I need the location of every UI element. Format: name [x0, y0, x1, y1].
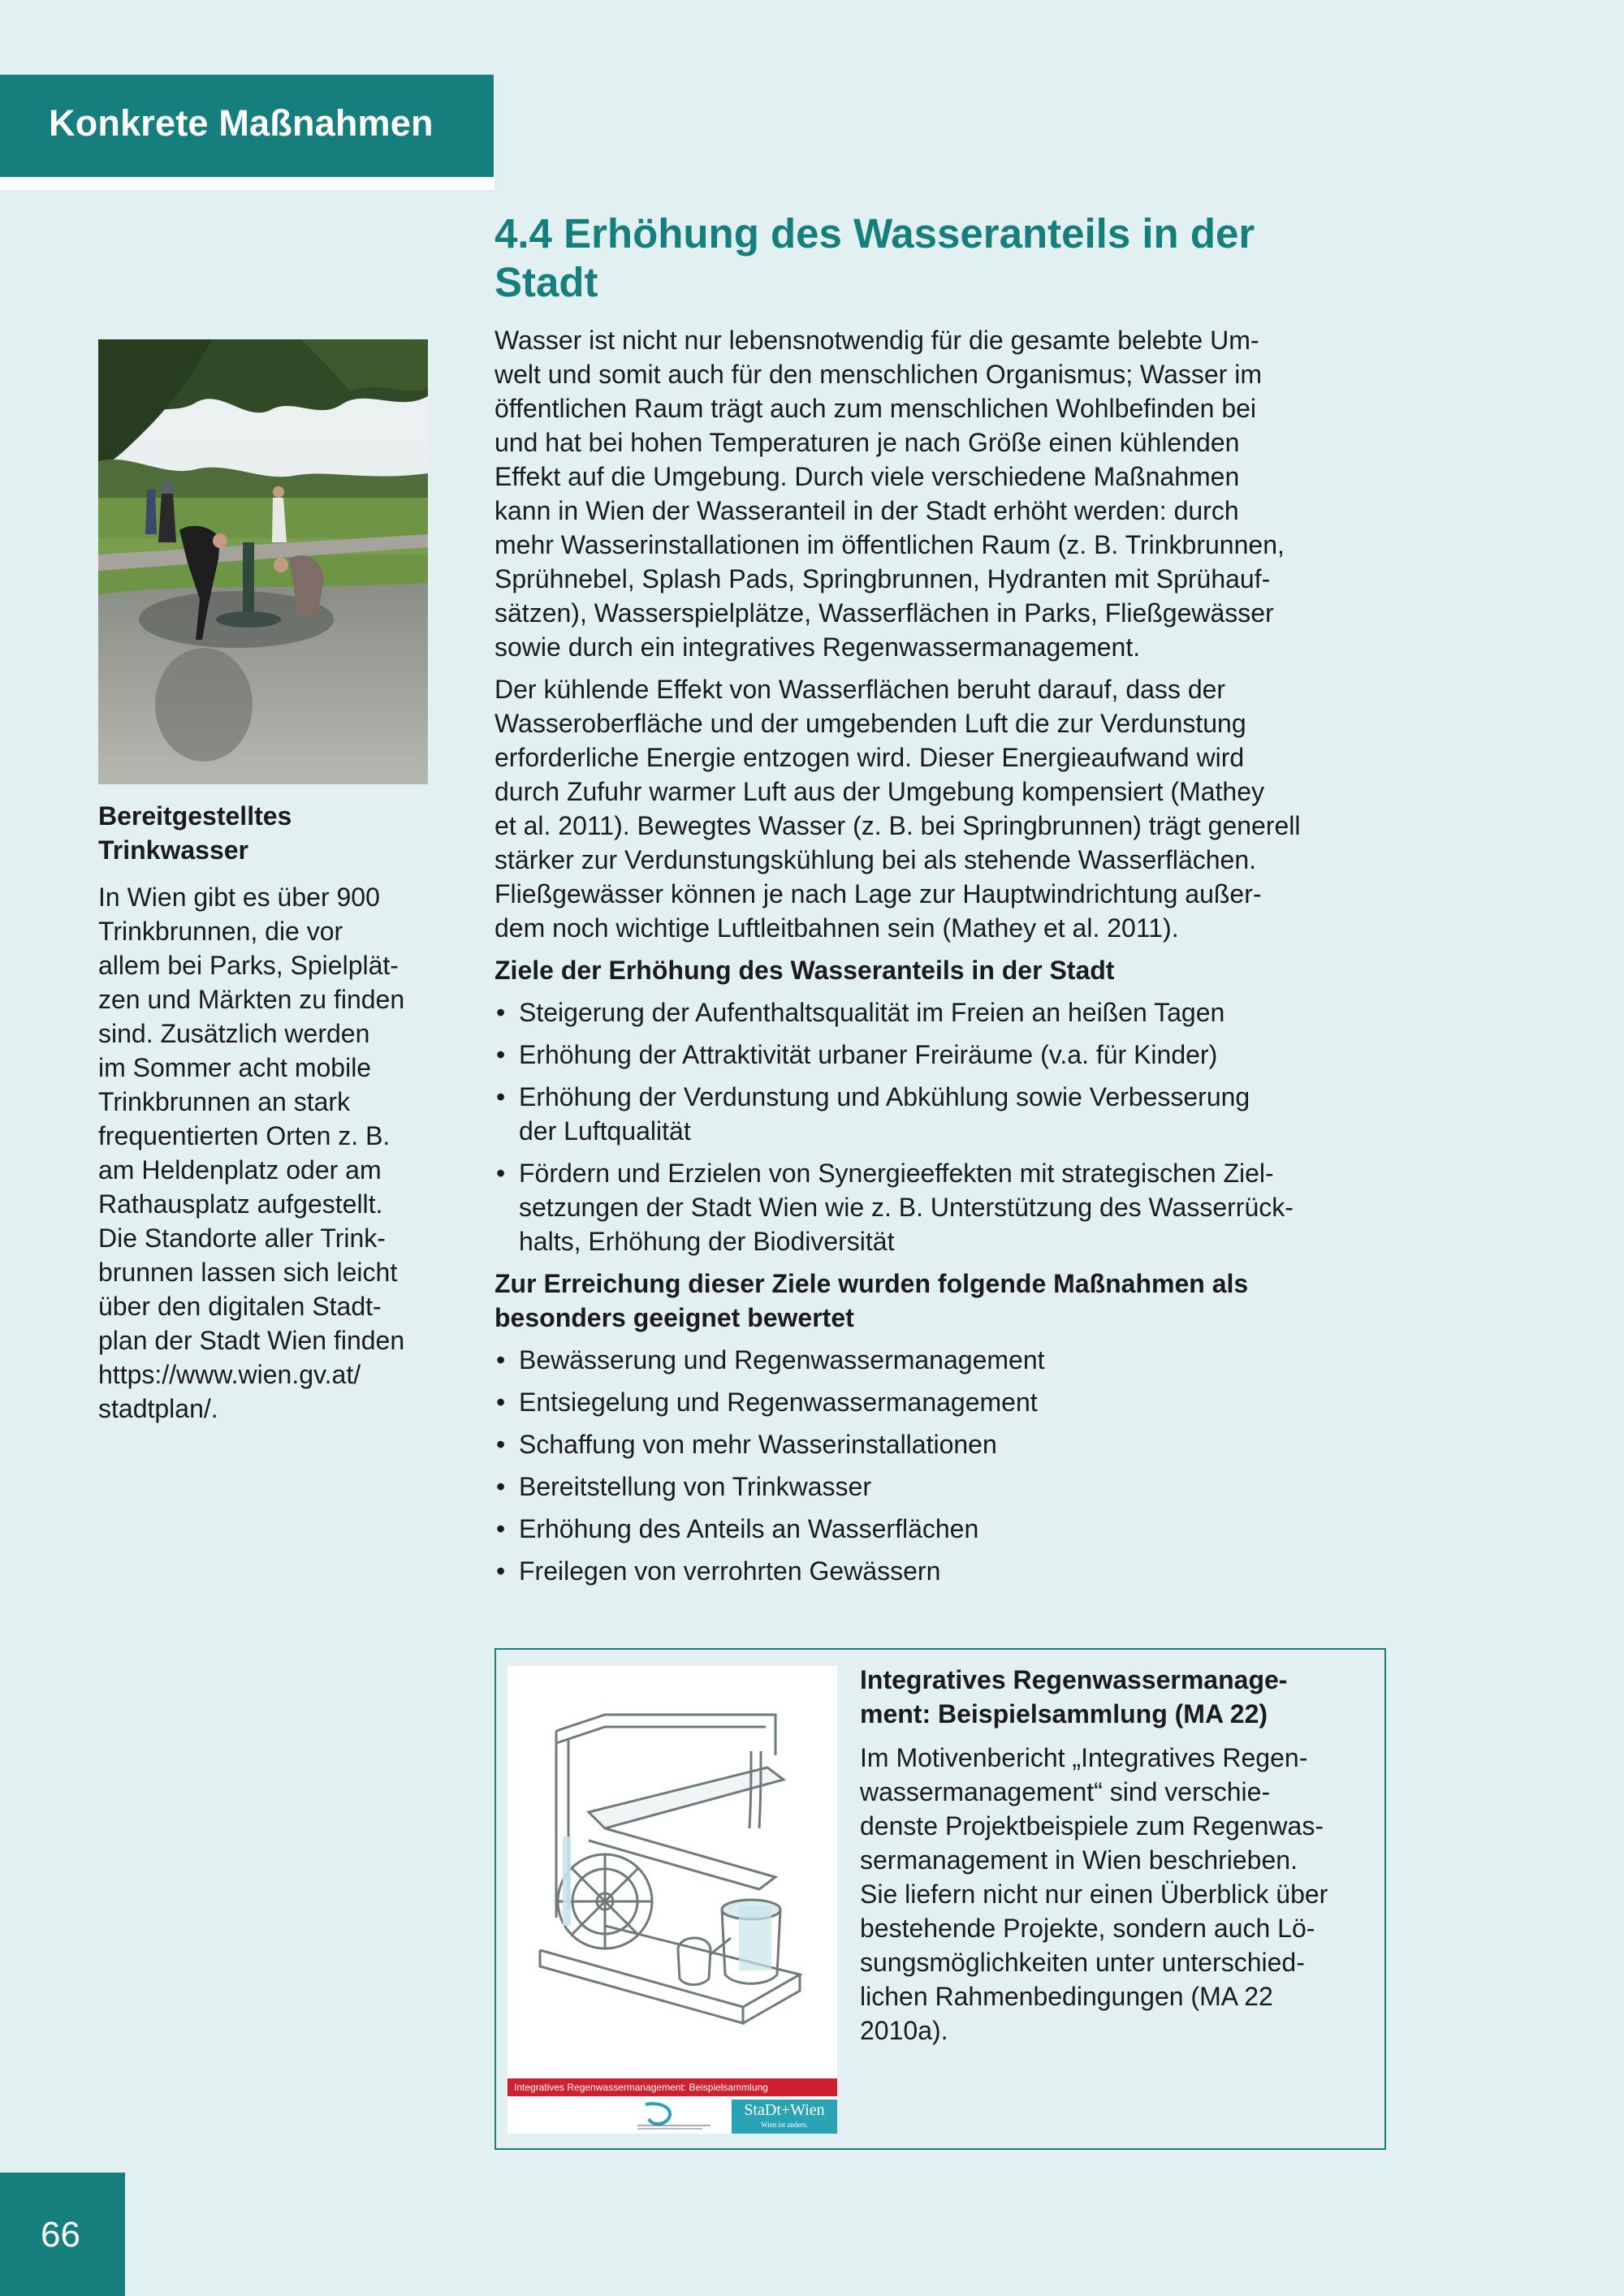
- measures-heading: Zur Erreichung dieser Ziele wurden folgende Maßnahmen als besonders geeignet bewertet: [495, 1269, 1249, 1332]
- stadt-wien-logo: [732, 2100, 837, 2134]
- measures-list: [495, 1343, 1355, 1588]
- section-tab-label: Konkrete Maßnahmen: [49, 102, 434, 144]
- report-cover-image: [508, 1666, 837, 2134]
- goal-item: • Erhöhung der Attraktivität urbaner Freiräume (v.a. für Kinder): [495, 1038, 1355, 1072]
- goal-item: • Erhöhung der Verdunstung und Abkühlung sowie Verbesserung der Luftqualität: [495, 1080, 1355, 1148]
- sidebar-photo: [98, 339, 428, 784]
- report-cover-band: Integratives Regenwassermanagement: Beispielsammlung: [508, 2078, 837, 2096]
- goal-item: • Steigerung der Aufenthaltsqualität im Freien an heißen Tagen: [495, 995, 1355, 1029]
- goals-heading: Ziele der Erhöhung des Wasseranteils in der Stadt: [495, 956, 1115, 985]
- measure-item: • Bewässerung und Regenwassermanagement: [495, 1343, 1355, 1377]
- sidebar-heading: Bereitgestelltes Trinkwasser: [98, 801, 292, 865]
- rainwater-illustration: [508, 1666, 837, 2077]
- paragraph-cooling-effect: Der kühlende Effekt von Wasserflächen beruht darauf, dass der Wasseroberfläche und der umgebenden Luft die zur Verdunstung erforderliche Energie entzogen wird. Dieser Energieaufwand wird durch Zufuhr warmer Luft aus der Umgebung kompensiert (Mathey et al. 2011). Bewegtes Wasser (z. B. bei Springbrunnen) trägt generell stärker zur Verdunstungskühlung bei als stehende Wasserflächen. Fließgewässer können je nach Lage zur Hauptwindrichtung außer- dem noch wichtige Luftleitbahnen sein (Mathey et al. 2011).: [495, 675, 1301, 943]
- goals-list: [495, 995, 1355, 1258]
- section-title: 4.4 Erhöhung des Wasseranteils in der Stadt: [495, 210, 1255, 305]
- page-number: 66: [41, 2215, 80, 2255]
- goal-item: • Fördern und Erzielen von Synergieeffekten mit strategischen Ziel- setzungen der Stadt Wien wie z. B. Unterstützung des Wasserrück- halts, Erhöhung der Biodiversität: [495, 1156, 1355, 1258]
- sidebar: [98, 339, 430, 1426]
- wave-logo-icon: [629, 2101, 717, 2132]
- section-tab: [0, 75, 495, 190]
- stadt-wien-logo-text: StaDt+Wien: [744, 2101, 825, 2119]
- paragraph-intro: Wasser ist nicht nur lebensnotwendig für die gesamte belebte Um- welt und somit auch für den menschlichen Organismus; Wasser im öffentlichen Raum trägt auch zum menschlichen Wohlbefinden bei und hat bei hohen Temperaturen je nach Größe einen kühlenden Effekt auf die Umgebung. Durch viele verschiedene Maßnahmen kann in Wien der Wasseranteil in der Stadt erhöht werden: durch mehr Wasserinstallationen im öffentlichen Raum (z. B. Trinkbrunnen, Sprühnebel, Splash Pads, Springbrunnen, Hydranten mit Sprühauf- sätzen), Wasserspielplätze, Wasserflächen in Parks, Fließgewässer sowie durch ein integratives Regenwassermanagement.: [495, 326, 1285, 662]
- info-body: Im Motivenbericht „Integratives Regen- wassermanagement“ sind verschie- denste Projektbeispiele zum Regenwas- sermanagement in Wien beschrieben. Sie liefern nicht nur einen Überblick über bestehende Projekte, sondern auch Lö- sungsmöglichkeiten unter unterschied- lichen Rahmenbedingungen (MA 22 2010a).: [860, 1743, 1328, 2045]
- measure-item: • Bereitstellung von Trinkwasser: [495, 1470, 1355, 1504]
- main-content: [495, 209, 1355, 1596]
- info-box: [495, 1648, 1386, 2150]
- measure-item: • Entsiegelung und Regenwassermanagement: [495, 1385, 1355, 1419]
- page-number-box: [0, 2173, 125, 2296]
- stadt-wien-logo-sub: Wien ist anders.: [761, 2121, 808, 2129]
- measure-item: • Erhöhung des Anteils an Wasserflächen: [495, 1512, 1355, 1546]
- info-text: [860, 1663, 1363, 2048]
- info-title: Integratives Regenwassermanage- ment: Beispielsammlung (MA 22): [860, 1665, 1288, 1728]
- measure-item: • Schaffung von mehr Wasserinstallationen: [495, 1427, 1355, 1461]
- measure-item: • Freilegen von verrohrten Gewässern: [495, 1554, 1355, 1588]
- sidebar-text: In Wien gibt es über 900 Trinkbrunnen, die vor allem bei Parks, Spielplät- zen und Märkten zu finden sind. Zusätzlich werden im Sommer acht mobile Trinkbrunnen an stark frequentierten Orten z. B. am Heldenplatz oder am Rathausplatz aufgestellt. Die Standorte aller Trink- brunnen lassen sich leicht über den digitalen Stadt- plan der Stadt Wien finden https://www.wien.gv.at/ stadtplan/.: [98, 883, 405, 1423]
